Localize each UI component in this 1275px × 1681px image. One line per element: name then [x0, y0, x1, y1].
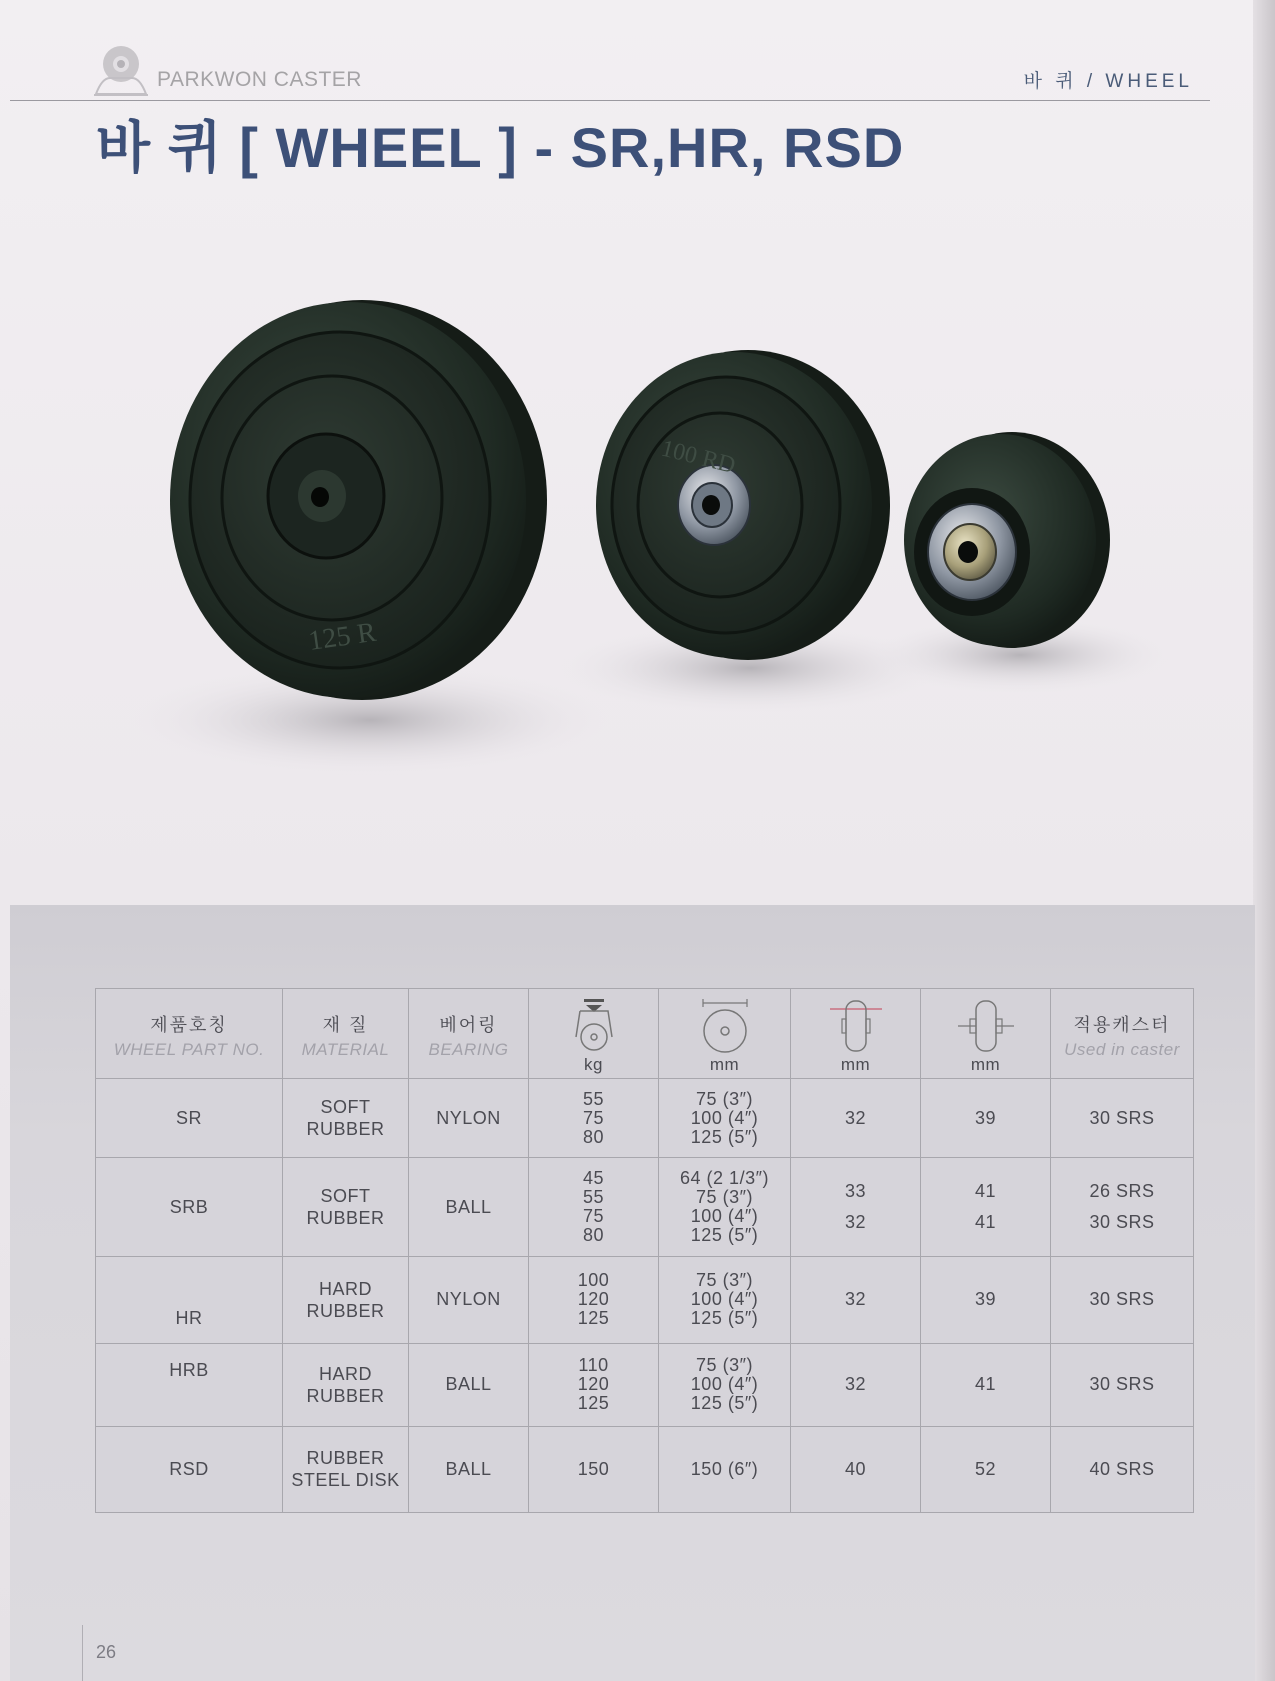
header-wheel-diameter: mm	[659, 989, 791, 1079]
section-label: 바 퀴 / WHEEL	[1023, 71, 1193, 92]
cell-hub: 39	[921, 1257, 1051, 1343]
header-load-capacity: kg	[529, 989, 659, 1079]
parkwon-caster-logo	[92, 44, 150, 100]
header-hub-length: mm	[921, 989, 1051, 1079]
cell-material: RUBBER STEEL DISK	[283, 1426, 409, 1512]
wheel-width-icon	[826, 997, 886, 1053]
cell-diameter: 64 (2 1/3″) 75 (3″) 100 (4″) 125 (5″)	[659, 1158, 791, 1257]
page-title: 바 퀴 [ WHEEL ] - SR,HR, RSD	[96, 116, 905, 179]
cell-width: 32	[791, 1079, 921, 1158]
cell-bearing: BALL	[409, 1343, 529, 1426]
cell-part: SR	[96, 1079, 283, 1158]
cell-load: 100 120 125	[529, 1257, 659, 1343]
hub-length-icon	[956, 997, 1016, 1053]
cell-load: 150	[529, 1426, 659, 1512]
cell-diameter: 75 (3″) 100 (4″) 125 (5″)	[659, 1257, 791, 1343]
cell-diameter: 75 (3″) 100 (4″) 125 (5″)	[659, 1343, 791, 1426]
wheel-diameter-icon	[700, 997, 750, 1053]
header-material: 재 질 MATERIAL	[283, 989, 409, 1079]
medium-wheel-marking: 100 RD	[658, 435, 738, 480]
table-row-hrb	[96, 1343, 1194, 1426]
wheel-product-photo	[10, 200, 1210, 900]
cell-material: HARD RUBBER	[283, 1257, 409, 1343]
cell-bearing: NYLON	[409, 1257, 529, 1343]
cell-material: SOFT RUBBER	[283, 1158, 409, 1257]
cell-material: SOFT RUBBER	[283, 1079, 409, 1158]
header-used-in-caster: 적용캐스터 Used in caster	[1051, 989, 1194, 1079]
footer-rule	[82, 1625, 83, 1681]
brand-name: PARKWON CASTER	[157, 68, 362, 91]
cell-diameter: 150 (6″)	[659, 1426, 791, 1512]
cell-width: 33 32	[791, 1158, 921, 1257]
cell-hub: 52	[921, 1426, 1051, 1512]
table-header-row	[96, 989, 1194, 1079]
page-edge-shadow	[1253, 0, 1275, 1681]
header-bearing: 베어링 BEARING	[409, 989, 529, 1079]
cell-diameter: 75 (3″) 100 (4″) 125 (5″)	[659, 1079, 791, 1158]
large-wheel-125	[170, 300, 547, 700]
small-wheel-64	[904, 432, 1110, 648]
medium-wheel-100	[596, 350, 890, 660]
cell-hub: 41 41	[921, 1158, 1051, 1257]
header-divider	[10, 100, 1210, 101]
cell-hub: 41	[921, 1343, 1051, 1426]
wheel-spec-table	[95, 988, 1194, 1513]
cell-caster: 40 SRS	[1051, 1426, 1194, 1512]
table-row-rsd	[96, 1426, 1194, 1512]
large-wheel-marking: 125 R	[306, 616, 379, 657]
cell-part: SRB	[96, 1158, 283, 1257]
header-part-no: 제품호칭 WHEEL PART NO.	[96, 989, 283, 1079]
brand-header	[92, 44, 392, 100]
cell-part: HR	[96, 1257, 283, 1343]
cell-caster: 26 SRS 30 SRS	[1051, 1158, 1194, 1257]
table-row-sr	[96, 1079, 1194, 1158]
cell-load: 110 120 125	[529, 1343, 659, 1426]
page-number: 26	[96, 1642, 117, 1662]
cell-load: 55 75 80	[529, 1079, 659, 1158]
header-wheel-width: mm	[791, 989, 921, 1079]
cell-bearing: BALL	[409, 1158, 529, 1257]
cell-bearing: BALL	[409, 1426, 529, 1512]
cell-material: HARD RUBBER	[283, 1343, 409, 1426]
cell-width: 32	[791, 1343, 921, 1426]
cell-bearing: NYLON	[409, 1079, 529, 1158]
cell-caster: 30 SRS	[1051, 1257, 1194, 1343]
cell-hub: 39	[921, 1079, 1051, 1158]
load-capacity-icon	[572, 997, 616, 1053]
cell-caster: 30 SRS	[1051, 1079, 1194, 1158]
table-row-hr	[96, 1257, 1194, 1343]
table-row-srb	[96, 1158, 1194, 1257]
cell-width: 32	[791, 1257, 921, 1343]
cell-width: 40	[791, 1426, 921, 1512]
cell-caster: 30 SRS	[1051, 1343, 1194, 1426]
cell-part: RSD	[96, 1426, 283, 1512]
cell-load: 45 55 75 80	[529, 1158, 659, 1257]
cell-part: HRB	[96, 1343, 283, 1426]
